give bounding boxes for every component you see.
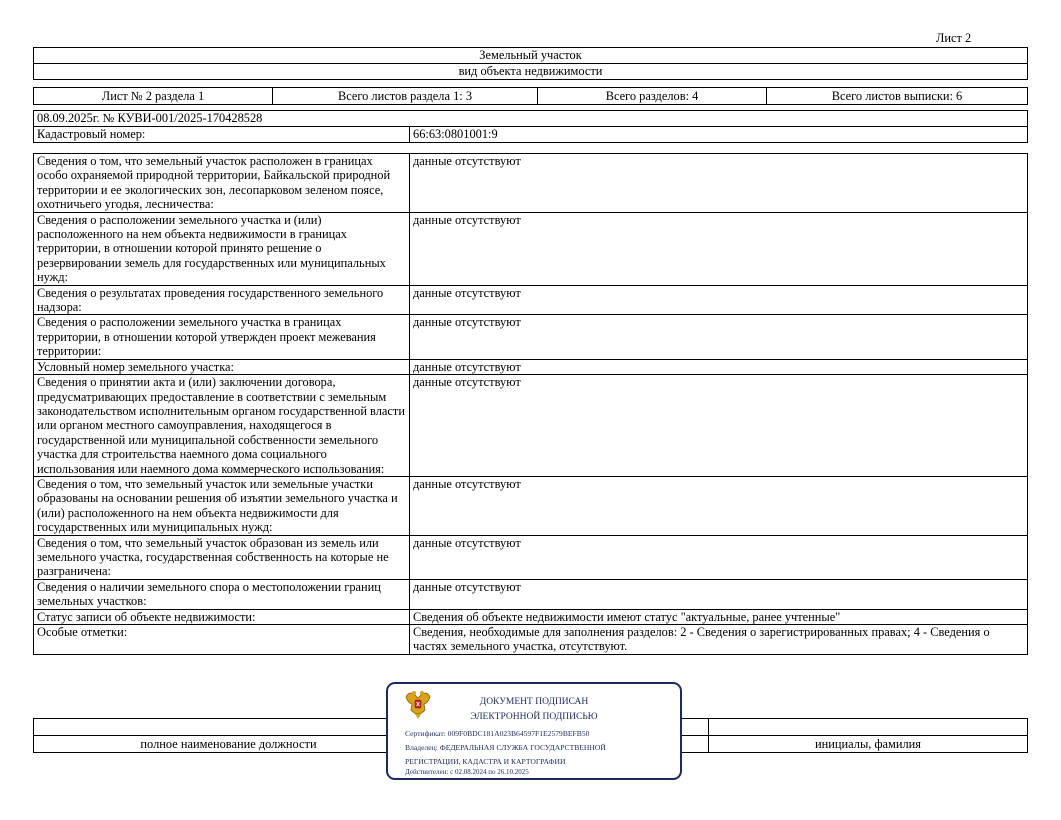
row-label: Особые отметки:: [34, 625, 410, 655]
row-label: Сведения о результатах проведения государственного земельного надзора:: [34, 285, 410, 315]
row-label: Сведения о том, что земельный участок образован из земель или земельного участка, государственная собственность на которые не разграничена:: [34, 535, 410, 579]
cadastral-label: Кадастровый номер:: [34, 127, 410, 143]
row-value: данные отсутствуют: [410, 285, 1028, 315]
row-label: Сведения о наличии земельного спора о местоположении границ земельных участков:: [34, 579, 410, 609]
table-row: [34, 609, 1028, 624]
table-row: [34, 315, 1028, 359]
stamp-owner-line1: Владелец: ФЕДЕРАЛЬНАЯ СЛУЖБА ГОСУДАРСТВЕННОЙ: [405, 743, 606, 752]
stamp-owner-line2: РЕГИСТРАЦИИ, КАДАСТРА И КАРТОГРАФИИ: [405, 757, 566, 766]
extract-sheets-total: Всего листов выписки: 6: [767, 88, 1028, 105]
row-value: данные отсутствуют: [410, 154, 1028, 213]
object-type-table: [33, 47, 1028, 80]
cadastral-value: 66:63:0801001:9: [410, 127, 1028, 143]
table-row: [34, 535, 1028, 579]
electronic-signature-stamp: [386, 682, 682, 780]
position-field: [34, 719, 424, 736]
row-value: данные отсутствуют: [410, 375, 1028, 477]
row-value: данные отсутствуют: [410, 535, 1028, 579]
object-type: Земельный участок: [34, 48, 1028, 64]
table-row: [34, 212, 1028, 285]
sheet-meta-table: [33, 87, 1028, 105]
table-row: [34, 154, 1028, 213]
table-row: [34, 476, 1028, 535]
sheet-in-section: Лист № 2 раздела 1: [34, 88, 273, 105]
sections-total: Всего разделов: 4: [538, 88, 767, 105]
document-info-table: [33, 110, 1028, 143]
position-caption: полное наименование должности: [34, 736, 424, 753]
table-row: [34, 359, 1028, 374]
row-label: Статус записи об объекте недвижимости:: [34, 609, 410, 624]
row-label: Условный номер земельного участка:: [34, 359, 410, 374]
stamp-validity: Действителен: с 02.08.2024 по 26.10.2025: [405, 768, 529, 776]
table-row: [34, 375, 1028, 477]
sheet-label: Лист 2: [936, 31, 972, 45]
table-row: [34, 579, 1028, 609]
row-label: Сведения о принятии акта и (или) заключении договора, предусматривающих предоставление в соответствии с земельным законодательством исполнительным органом государственной власти или органом местного самоуправления, находящегося в государственной или муниципальной собственности земельного участка для строительства наемного дома социального использования или наемного дома коммерческого использования:: [34, 375, 410, 477]
name-field: [709, 719, 1028, 736]
row-label: Сведения о расположении земельного участка и (или) расположенного на нем объекта недвижимости в границах территории, в отношении которой принято решение о резервировании земель для государственных или муниципальных нужд:: [34, 212, 410, 285]
row-value: Сведения, необходимые для заполнения разделов: 2 - Сведения о зарегистрированных правах; 4 - Сведения о частях земельного участка, отсутствуют.: [410, 625, 1028, 655]
row-label: Сведения о том, что земельный участок расположен в границах особо охраняемой природной территории, Байкальской природной территории и ее экологических зон, лесопарковом зеленом поясе, охотничьего угодья, лесничества:: [34, 154, 410, 213]
row-value: данные отсутствуют: [410, 212, 1028, 285]
section-sheets-total: Всего листов раздела 1: 3: [273, 88, 538, 105]
row-value: данные отсутствуют: [410, 315, 1028, 359]
row-value: данные отсутствуют: [410, 359, 1028, 374]
row-value: Сведения об объекте недвижимости имеют статус "актуальные, ранее учтенные": [410, 609, 1028, 624]
row-value: данные отсутствуют: [410, 476, 1028, 535]
stamp-title-line1: ДОКУМЕНТ ПОДПИСАН: [479, 697, 589, 707]
row-label: Сведения о том, что земельный участок или земельные участки образованы на основании решения об изъятии земельного участка и (или) расположенного на нем объекта недвижимости для государственных или муниципальных нужд:: [34, 476, 410, 535]
details-table: [33, 153, 1028, 655]
row-value: данные отсутствуют: [410, 579, 1028, 609]
table-row: [34, 285, 1028, 315]
name-caption: инициалы, фамилия: [709, 736, 1028, 753]
document-number: 08.09.2025г. № КУВИ-001/2025-170428528: [34, 111, 1028, 127]
stamp-certificate: Сертификат: 009F0BDC181A023B64597F1E2579BEFB50: [405, 729, 590, 738]
table-row: [34, 625, 1028, 655]
stamp-title-line2: ЭЛЕКТРОННОЙ ПОДПИСЬЮ: [470, 712, 598, 722]
row-label: Сведения о расположении земельного участка в границах территории, в отношении которой утвержден проект межевания территории:: [34, 315, 410, 359]
object-type-caption: вид объекта недвижимости: [34, 64, 1028, 80]
